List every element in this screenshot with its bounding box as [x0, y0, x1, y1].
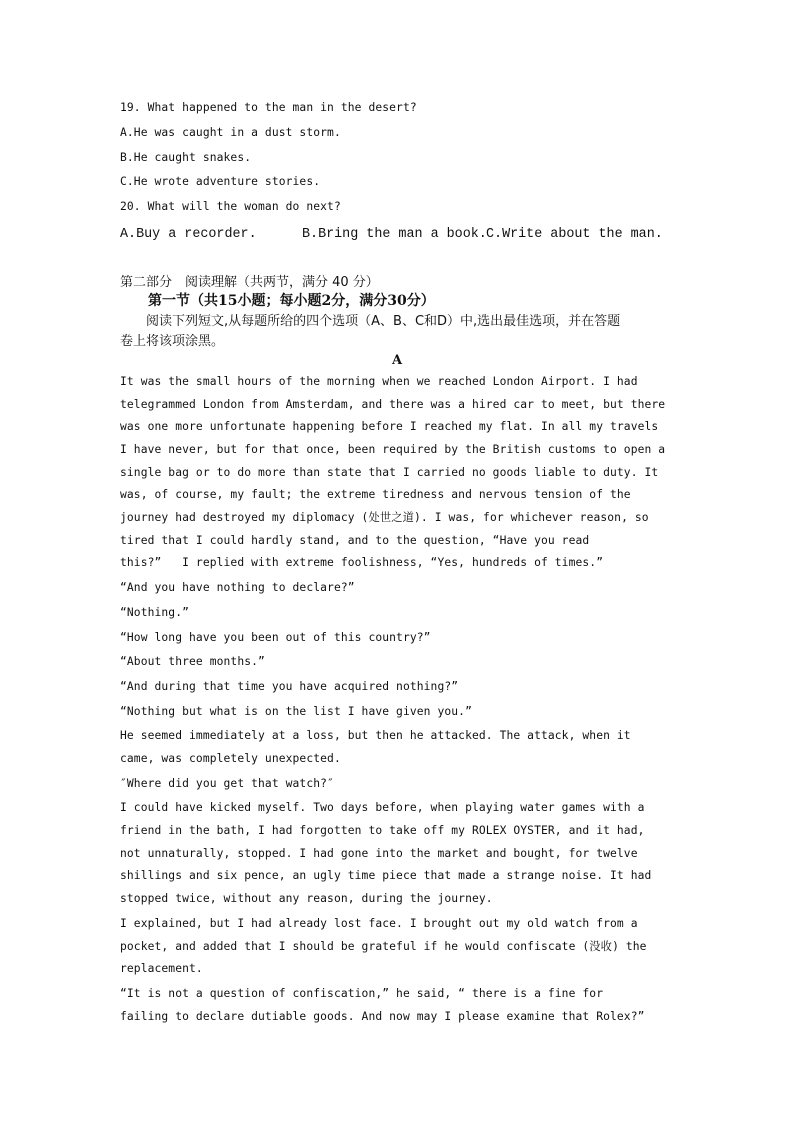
dialogue-line: “Nothing but what is on the list I have given you.”	[120, 705, 472, 718]
dialogue-line: “About three months.”	[120, 655, 265, 668]
passage-line: shillings and six pence, an ugly time piece that made a strange noise. It had	[120, 869, 652, 882]
passage-line: came, was completely unexpected.	[120, 752, 341, 765]
passage-line: this?” I replied with extreme foolishness, “Yes, hundreds of times.”	[120, 556, 604, 569]
dialogue-line: failing to declare dutiable goods. And now may I please examine that Rolex?”	[120, 1010, 645, 1023]
instruction-line-1: 阅读下列短文,从每题所给的四个选项（A、B、C和D）中,选出最佳选项，并在答题	[146, 314, 621, 329]
passage-line: replacement.	[120, 962, 203, 975]
passage-line: friend in the bath, I had forgotten to take off my ROLEX OYSTER, and it had,	[120, 824, 645, 837]
passage-line: not unnaturally, stopped. I had gone into the market and bought, for twelve	[120, 847, 638, 860]
question-19-option-a: A.He was caught in a dust storm.	[120, 126, 341, 139]
passage-line: I have never, but for that once, been required by the British customs to open a	[120, 443, 666, 456]
passage-line: I explained, but I had already lost face. I brought out my old watch from a	[120, 917, 638, 930]
question-19-option-b: B.He caught snakes.	[120, 151, 252, 164]
dialogue-line: “How long have you been out of this country?”	[120, 631, 431, 644]
question-20: 20. What will the woman do next?	[120, 200, 341, 213]
question-20-option-a: A.Buy a recorder.	[120, 227, 257, 242]
question-20-option-b: B.Bring the man a book.	[302, 227, 487, 242]
passage-line: journey had destroyed my diplomacy (处世之道). I was, for whichever reason, so	[120, 511, 649, 524]
instruction-line-2: 卷上将该项涂黑。	[120, 334, 225, 349]
passage-line: was, of course, my fault; the extreme tiredness and nervous tension of the	[120, 488, 631, 501]
question-19: 19. What happened to the man in the desert?	[120, 101, 417, 114]
dialogue-line: “It is not a question of confiscation,” he said, “ there is a fine for	[120, 987, 604, 1000]
passage-line: tired that I could hardly stand, and to the question, “Have you read	[120, 534, 590, 547]
passage-line: telegrammed London from Amsterdam, and there was a hired car to meet, but there	[120, 398, 666, 411]
passage-line: I could have kicked myself. Two days before, when playing water games with a	[120, 801, 645, 814]
section-one-heading: 第一节（共15小题；每小题2分，满分30分）	[148, 293, 435, 309]
passage-line: single bag or to do more than state that I carried no goods liable to duty. It	[120, 466, 659, 479]
dialogue-line: ″Where did you get that watch?″	[120, 777, 334, 790]
dialogue-line: “Nothing.”	[120, 606, 190, 619]
passage-line: stopped twice, without any reason, during the journey.	[120, 892, 493, 905]
question-19-option-c: C.He wrote adventure stories.	[120, 175, 321, 188]
dialogue-line: “And during that time you have acquired nothing?”	[120, 680, 459, 693]
question-20-option-c: C.Write about the man.	[486, 227, 663, 242]
part-two-heading: 第二部分 阅读理解（共两节，满分 40 分）	[120, 275, 379, 290]
passage-line: was one more unfortunate happening before I reached my flat. In all my travels	[120, 420, 659, 433]
passage-line: pocket, and added that I should be grateful if he would confiscate (没收) the	[120, 940, 647, 953]
passage-line: It was the small hours of the morning when we reached London Airport. I had	[120, 375, 638, 388]
passage-line: He seemed immediately at a loss, but then he attacked. The attack, when it	[120, 729, 631, 742]
dialogue-line: “And you have nothing to declare?”	[120, 581, 355, 594]
passage-label: A	[391, 353, 403, 368]
